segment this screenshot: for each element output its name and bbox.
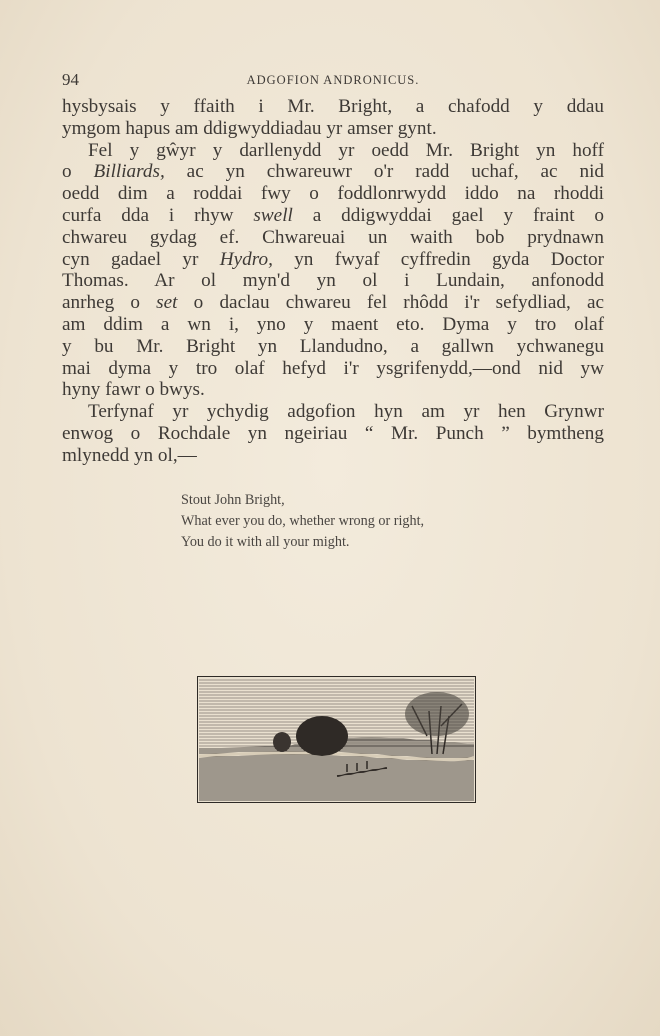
running-title: ADGOFION ANDRONICUS. bbox=[246, 73, 420, 87]
text-segment: mlynedd yn ol,— bbox=[62, 444, 197, 466]
text-segment: Terfynaf yr ychydig adgofion hyn am yr hen Grynwr bbox=[88, 401, 604, 423]
text-segment: mai dyma y tro olaf hefyd i'r ysgrifenydd,—ond nid yw bbox=[62, 357, 604, 379]
verse-quote bbox=[181, 490, 424, 553]
body-text bbox=[62, 96, 604, 467]
verse-line: Stout John Bright, bbox=[181, 492, 285, 508]
text-segment: ac yn chwareuwr o'r radd uchaf, ac nid bbox=[164, 161, 604, 183]
text-line bbox=[62, 423, 604, 445]
text-line bbox=[62, 205, 604, 227]
landscape-engraving bbox=[197, 676, 476, 803]
text-segment: chwareu gydag ef. Chwareuai un waith bob prydnawn bbox=[62, 226, 604, 248]
text-segment: Fel y gŵyr y darllenydd yr oedd Mr. Bright yn hoff bbox=[88, 139, 604, 161]
italic-term: Billiards, bbox=[93, 161, 165, 183]
verse-line: What ever you do, whether wrong or right, bbox=[181, 513, 425, 529]
text-line bbox=[62, 445, 604, 467]
text-segment: a ddigwyddai gael y fraint o bbox=[292, 204, 605, 226]
text-line bbox=[62, 96, 604, 118]
italic-term: swell bbox=[253, 204, 293, 226]
text-line bbox=[62, 336, 604, 358]
text-segment: o daclau chwareu fel rhôdd i'r sefydliad, ac bbox=[177, 292, 604, 314]
text-line bbox=[62, 401, 604, 423]
text-line bbox=[62, 140, 604, 162]
text-segment: ymgom hapus am ddigwyddiadau yr amser gynt. bbox=[62, 117, 437, 139]
text-line bbox=[62, 161, 604, 183]
text-line bbox=[62, 379, 604, 401]
text-line bbox=[62, 358, 604, 380]
page-header bbox=[62, 70, 604, 90]
text-segment: Thomas. Ar ol myn'd yn ol i Lundain, anfonodd bbox=[62, 270, 604, 292]
text-line bbox=[62, 292, 604, 314]
text-segment: anrheg o bbox=[62, 292, 157, 314]
text-line bbox=[62, 227, 604, 249]
text-segment: yn fwyaf cyffredin gyda Doctor bbox=[272, 248, 604, 270]
text-line bbox=[62, 249, 604, 271]
text-segment: curfa dda i rhyw bbox=[62, 204, 254, 226]
text-segment: o bbox=[62, 161, 94, 183]
text-segment: hysbysais y ffaith i Mr. Bright, a chafodd y ddau bbox=[62, 96, 604, 117]
text-segment: am ddim a wn i, yno y maent eto. Dyma y tro olaf bbox=[62, 313, 604, 335]
text-segment: oedd dim a roddai fwy o foddlonrwydd iddo na rhoddi bbox=[62, 183, 604, 205]
italic-term: set bbox=[156, 292, 178, 314]
text-segment: enwog o Rochdale yn ngeiriau “ Mr. Punch ” bymtheng bbox=[62, 422, 604, 444]
text-segment: y bu Mr. Bright yn Llandudno, a gallwn ychwanegu bbox=[62, 335, 604, 357]
italic-term: Hydro, bbox=[219, 248, 273, 270]
text-line bbox=[62, 314, 604, 336]
text-line bbox=[62, 183, 604, 205]
verse-line: You do it with all your might. bbox=[181, 534, 350, 550]
text-line bbox=[62, 118, 604, 140]
page-number: 94 bbox=[62, 70, 79, 89]
text-line bbox=[62, 270, 604, 292]
text-segment: hyny fawr o bwys. bbox=[62, 379, 205, 401]
text-segment: cyn gadael yr bbox=[62, 248, 220, 270]
